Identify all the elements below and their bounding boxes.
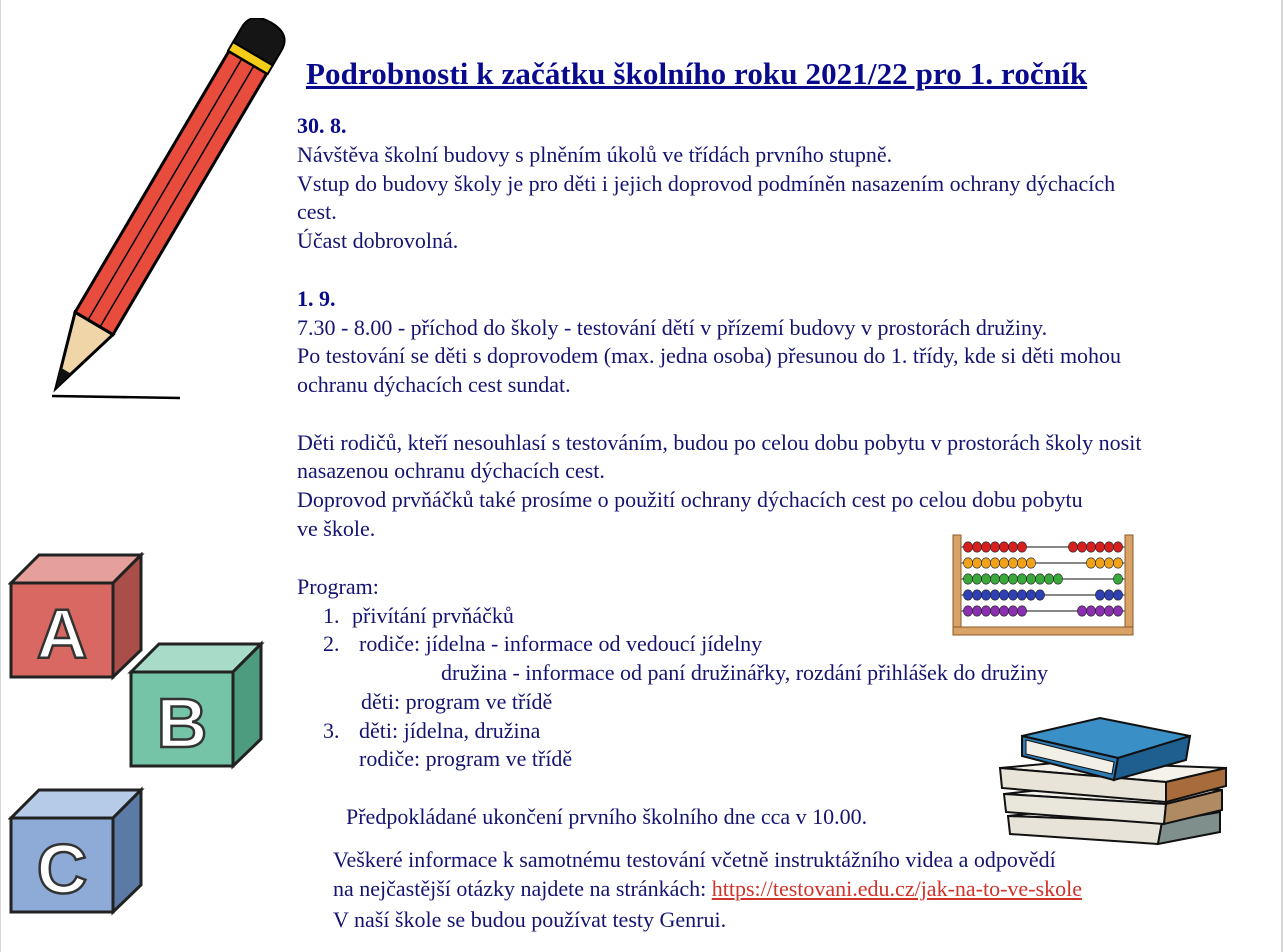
day1-line-3: cest. [297, 199, 337, 224]
day2-line-1: 7.30 - 8.00 - příchod do školy - testování dětí v přízemí budovy v prostorách družiny. [297, 315, 1048, 340]
notice-line-1: Děti rodičů, kteří nesouhlasí s testováním, budou po celou dobu pobytu v prostorách školy nosit [297, 430, 1142, 455]
abacus-icon [951, 533, 1135, 637]
program-item-3-number: 3. [323, 718, 340, 743]
notice-line-3: Doprovod prvňáčků také prosíme o použití ochrany dýchacích cest po celou dobu pobytu [297, 487, 1083, 512]
day1-date: 30. 8. [297, 113, 347, 138]
info-line-3: V naší škole se budou používat testy Genrui. [333, 907, 727, 932]
program-item-2-sub-1: družina - informace od paní družinářky, rozdání přihlášek do družiny [441, 660, 1049, 685]
day1-line-4: Účast dobrovolná. [297, 228, 459, 253]
program-item-2-text: rodiče: jídelna - informace od vedoucí jídelny [359, 631, 763, 656]
program-heading: Program: [297, 574, 379, 599]
program-item-1-number: 1. [323, 603, 340, 628]
notice-line-4: ve škole. [297, 516, 376, 541]
day2-line-3: ochranu dýchacích cest sundat. [297, 372, 571, 397]
pencil-icon [40, 18, 305, 403]
day2-date: 1. 9. [297, 286, 336, 311]
day1-line-1: Návštěva školní budovy s plněním úkolů ve třídách prvního stupně. [297, 142, 893, 167]
books-icon [996, 716, 1232, 850]
info-line-1: Veškeré informace k samotnému testování včetně instruktážního videa a odpovědí [333, 847, 1056, 872]
end-note: Předpokládané ukončení prvního školního dne cca v 10.00. [346, 804, 868, 829]
page-title: Podrobnosti k začátku školního roku 2021/22 pro 1. ročník [306, 56, 1088, 91]
program-item-3-text: děti: jídelna, družina [359, 718, 541, 743]
testing-info-link[interactable]: https://testovani.edu.cz/jak-na-to-ve-skole [711, 876, 1082, 901]
abc-blocks-icon [8, 552, 270, 918]
block-c-letter: C [36, 830, 88, 908]
program-item-2-number: 2. [323, 631, 340, 656]
program-item-1-text: přivítání prvňáčků [352, 603, 514, 628]
info-line-2 [333, 874, 1082, 903]
day1-line-2: Vstup do budovy školy je pro děti i jejich doprovod podmíněn nasazením ochrany dýchacích [297, 171, 1116, 196]
page-border-left [0, 0, 1, 952]
program-item-3-sub-1: rodiče: program ve třídě [359, 746, 573, 771]
block-a-letter: A [36, 595, 88, 673]
notice-line-2: nasazenou ochranu dýchacích cest. [297, 458, 605, 483]
day2-line-2: Po testování se děti s doprovodem (max. jedna osoba) přesunou do 1. třídy, kde si děti mohou [297, 343, 1122, 368]
program-item-2-sub-2: děti: program ve třídě [361, 689, 553, 714]
info-line-2-text: na nejčastější otázky najdete na stránkách: [333, 876, 712, 901]
block-b-letter: B [156, 684, 208, 762]
